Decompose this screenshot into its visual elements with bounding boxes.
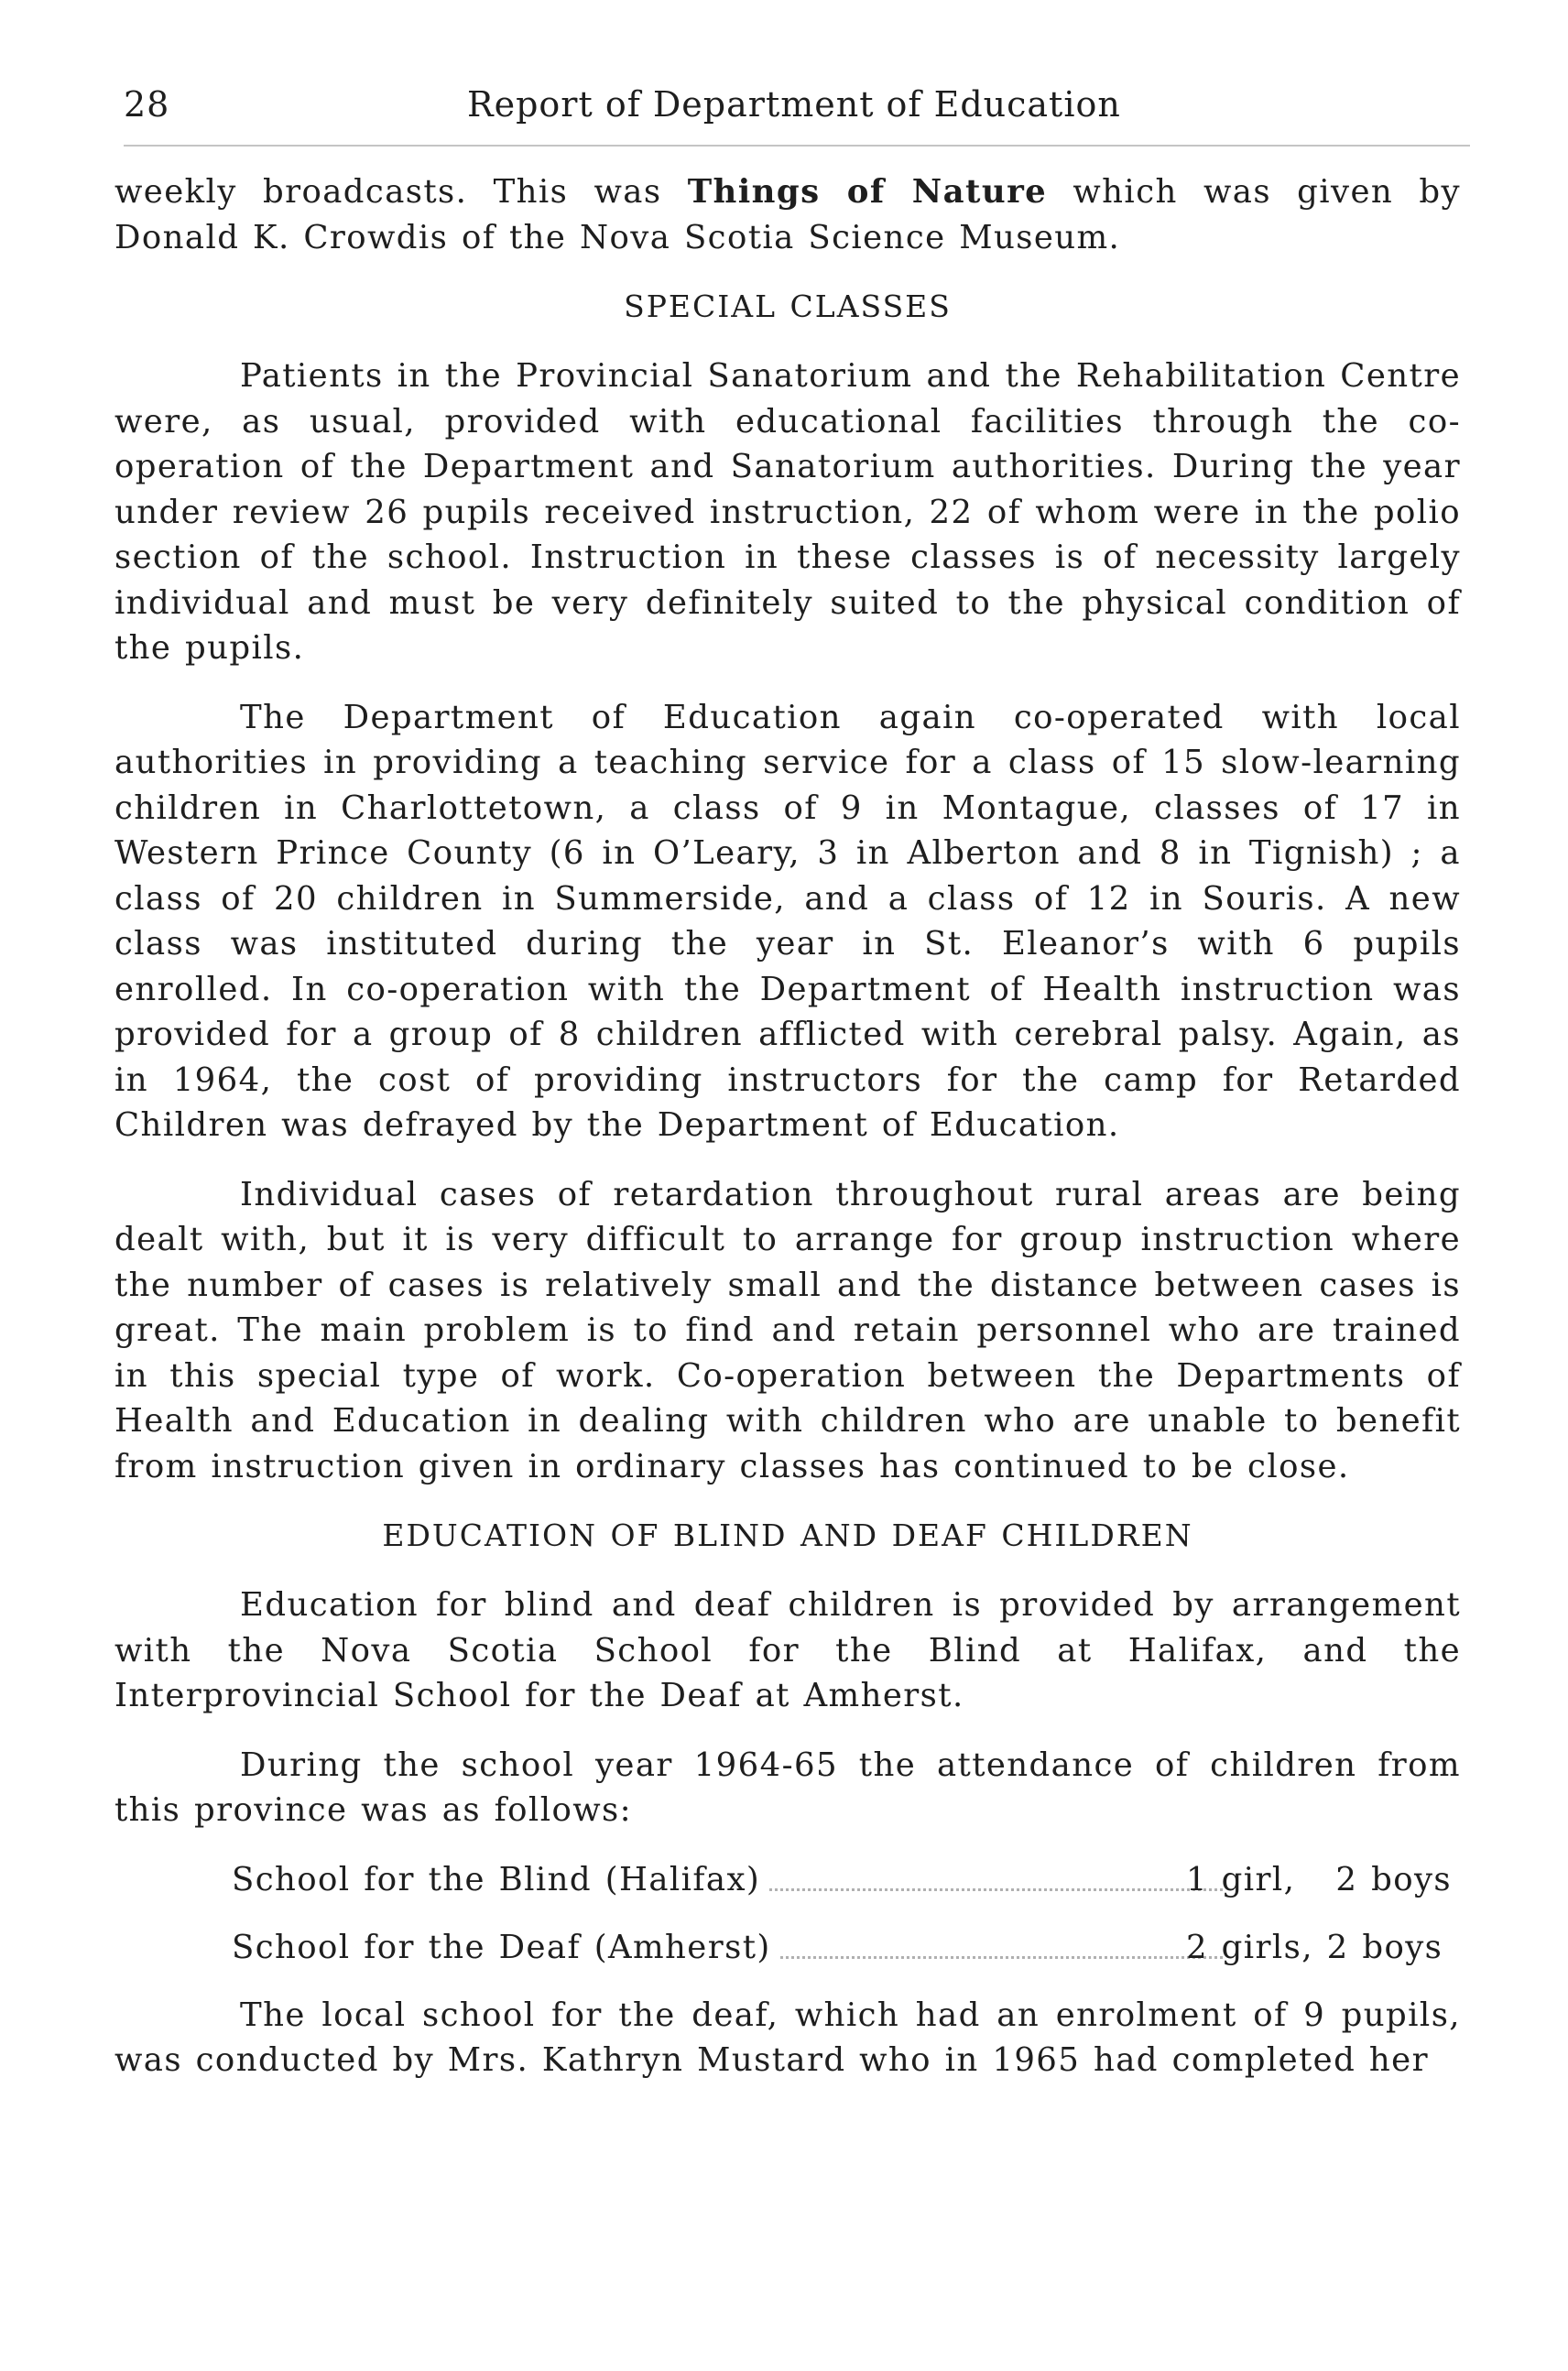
- blind-deaf-closing-paragraph: The local school for the deaf, which had an enrolment of 9 pupils, was conducted by Mrs. Kathryn Mustard who in 1965 had completed her: [114, 1996, 1461, 2079]
- attendance-school-deaf: School for the Deaf (Amherst): [232, 1925, 780, 1971]
- section-heading-special-classes: SPECIAL CLASSES: [624, 288, 952, 324]
- blind-deaf-paragraph-1: Education for blind and deaf children is provided by arrangement with the Nova Scotia School for the Blind at Halifax, and the Interprovincial School for the Deaf at Amherst.: [114, 1586, 1461, 1714]
- page-header: [124, 84, 1470, 136]
- intro-paragraph: [114, 169, 1461, 260]
- special-classes-paragraph-1: Patients in the Provincial Sanatorium and the Rehabilitation Centre were, as usual, provided with educational facilities through the co-operation of the Department and Sanatorium authorities. During the year under review 26 pupils received instruction, 22 of whom were in the polio section of the school. Instruction in these classes is of necessity largely individual and must be very definitely suited to the physical condition of the pupils.: [114, 357, 1461, 667]
- running-head: Report of Department of Education: [467, 84, 1121, 125]
- blind-deaf-paragraph-2: During the school year 1964-65 the attendance of children from this province was as follows:: [114, 1746, 1461, 1829]
- attendance-row-deaf: [114, 1925, 1461, 1993]
- header-rule: [124, 145, 1470, 147]
- special-classes-paragraph-2: The Department of Education again co-operated with local authorities in providing a teaching service for a class of 15 slow-learning children in Charlottetown, a class of 9 in Montague, classes of 17 in Western Prince County (6 in O’Leary, 3 in Alberton and 8 in Tignish) ; a class of 20 children in Summerside, and a class of 12 in Souris. A new class was instituted during the year in St. Eleanor’s with 6 pupils enrolled. In co-operation with the Department of Health instruction was provided for a group of 8 children afflicted with cerebral palsy. Again, as in 1964, the cost of providing instructors for the camp for Retarded Children was defrayed by the Department of Education.: [114, 698, 1461, 1144]
- page-number: 28: [124, 84, 170, 125]
- intro-text-after: which was given by Donald K. Crowdis of the Nova Scotia Science Museum.: [114, 173, 1461, 256]
- page-body: [114, 169, 1461, 2107]
- broadcast-title: Things of Nature: [687, 173, 1048, 211]
- attendance-count-blind: 1 girl, 2 boys: [1186, 1860, 1453, 1898]
- attendance-count-deaf: 2 girls, 2 boys: [1186, 1928, 1443, 1966]
- attendance-school-blind: School for the Blind (Halifax): [232, 1857, 769, 1903]
- special-classes-paragraph-3: Individual cases of retardation throughout rural areas are being dealt with, but it is very difficult to arrange for group instruction where the number of cases is relatively small and the distance between cases is great. The main problem is to find and retain personnel who are trained in this special type of work. Co-operation between the Departments of Health and Education in dealing with children who are unable to benefit from instruction given in ordinary classes has continued to be close.: [114, 1175, 1461, 1485]
- attendance-row-blind: [114, 1857, 1461, 1925]
- section-heading-blind-deaf: EDUCATION OF BLIND AND DEAF CHILDREN: [382, 1517, 1193, 1553]
- intro-text-before: weekly broadcasts. This was: [114, 173, 688, 211]
